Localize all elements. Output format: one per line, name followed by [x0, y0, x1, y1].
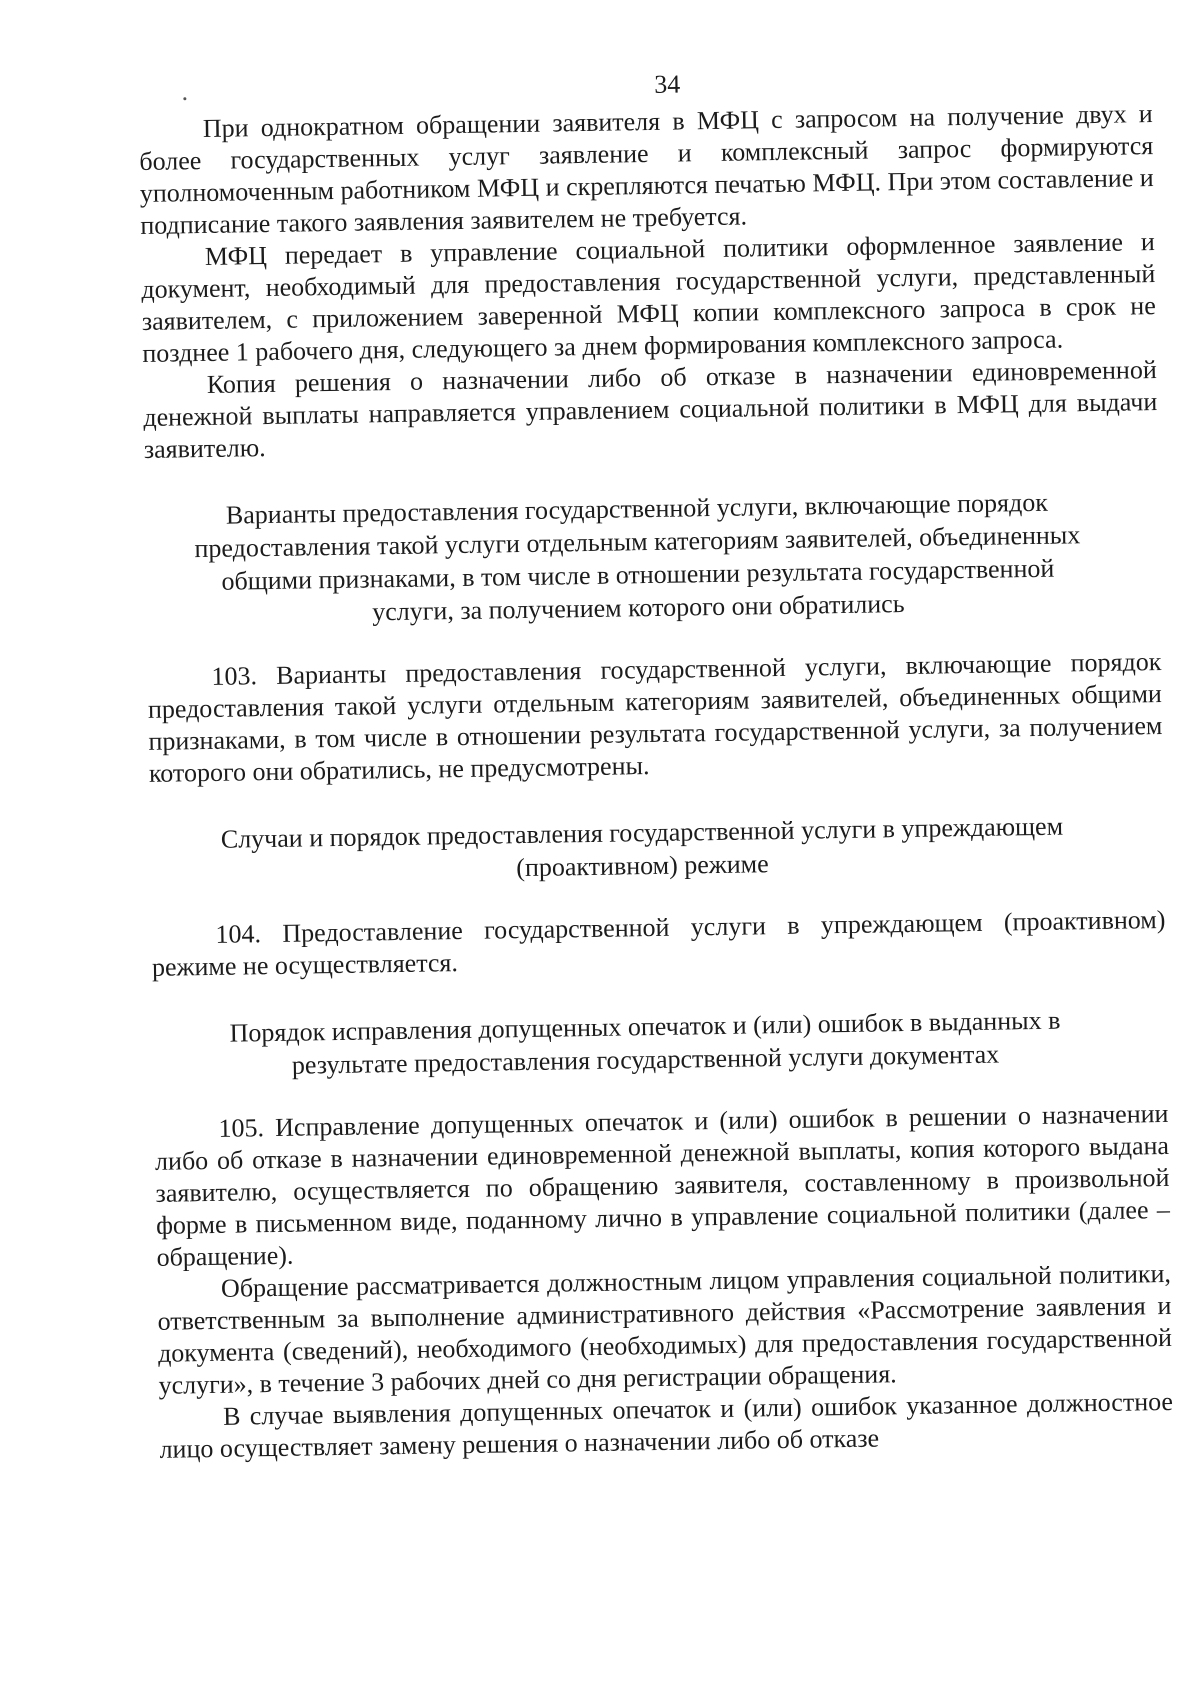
section-heading-proactive: Случаи и порядок предоставления государственной услуги в упреждающем (проактивном) режиме	[220, 811, 1064, 883]
section-heading-variants: Варианты предоставления государственной услуги, включающие порядок предоставления такой услуги отдельным категориям заявителей, объединенных общими признаками, в том числе в отношении результата государственной услуги, за получением которого они обратились	[194, 487, 1081, 627]
paragraph-104: 104. Предоставление государственной услуги в упреждающем (проактивном) режиме не осуществляется.	[151, 904, 1166, 982]
paragraph-mfc-transfer: МФЦ передает в управление социальной политики оформленное заявление и документ, необходимый для предоставления государственной услуги, представленный заявителем, с приложением заверенной МФЦ копии комплексного запроса в срок не позднее 1 рабочего дня, следующего за днем формирования комплексного запроса.	[141, 227, 1156, 368]
paragraph-105: 105. Исправление допущенных опечаток и (или) ошибок в решении о назначении либо об отказе в назначении единовременной денежной выплаты, копия которого выдана заявителю, осуществляется по обращению заявителя, составленному в произвольной форме в письменном виде, поданному лично в управление социальной политики (далее – обращение).	[154, 1098, 1171, 1272]
page-content	[138, 60, 1174, 1466]
scan-dot	[183, 97, 186, 100]
page-number: 34	[653, 69, 681, 99]
paragraph-error-found: В случае выявления допущенных опечаток и (или) ошибок указанное должностное лицо осуществляет замену решения о назначении либо об отказе	[159, 1386, 1174, 1464]
section-heading-corrections: Порядок исправления допущенных опечаток и (или) ошибок в выданных в результате предоставления государственной услуги документах	[229, 1005, 1061, 1080]
paragraph-appeal-review: Обращение рассматривается должностным лицом управления социальной политики, ответственным за выполнение административного действия «Рассмотрение заявления и документа (сведений), необходимого (необходимых) для предоставления государственной услуги», в течение 3 рабочих дней со дня регистрации обращения.	[157, 1258, 1173, 1400]
paragraph-103: 103. Варианты предоставления государственной услуги, включающие порядок предоставления такой услуги отдельным категориям заявителей, объединенных общими признаками, в том числе в отношении результата государственной услуги, за получением которого они обратились, не предусмотрены.	[147, 647, 1163, 788]
paragraph-mfc-request: При однократном обращении заявителя в МФЦ с запросом на получение двух и более государственных услуг заявление и комплексный запрос формируются уполномоченным работником МФЦ и скрепляются печатью МФЦ. При этом составление и подписание такого заявления заявителем не требуется.	[139, 99, 1154, 240]
paragraph-decision-copy: Копия решения о назначении либо об отказе в назначении единовременной денежной выплаты направляется управлением социальной политики в МФЦ для выдачи заявителю.	[143, 355, 1158, 464]
